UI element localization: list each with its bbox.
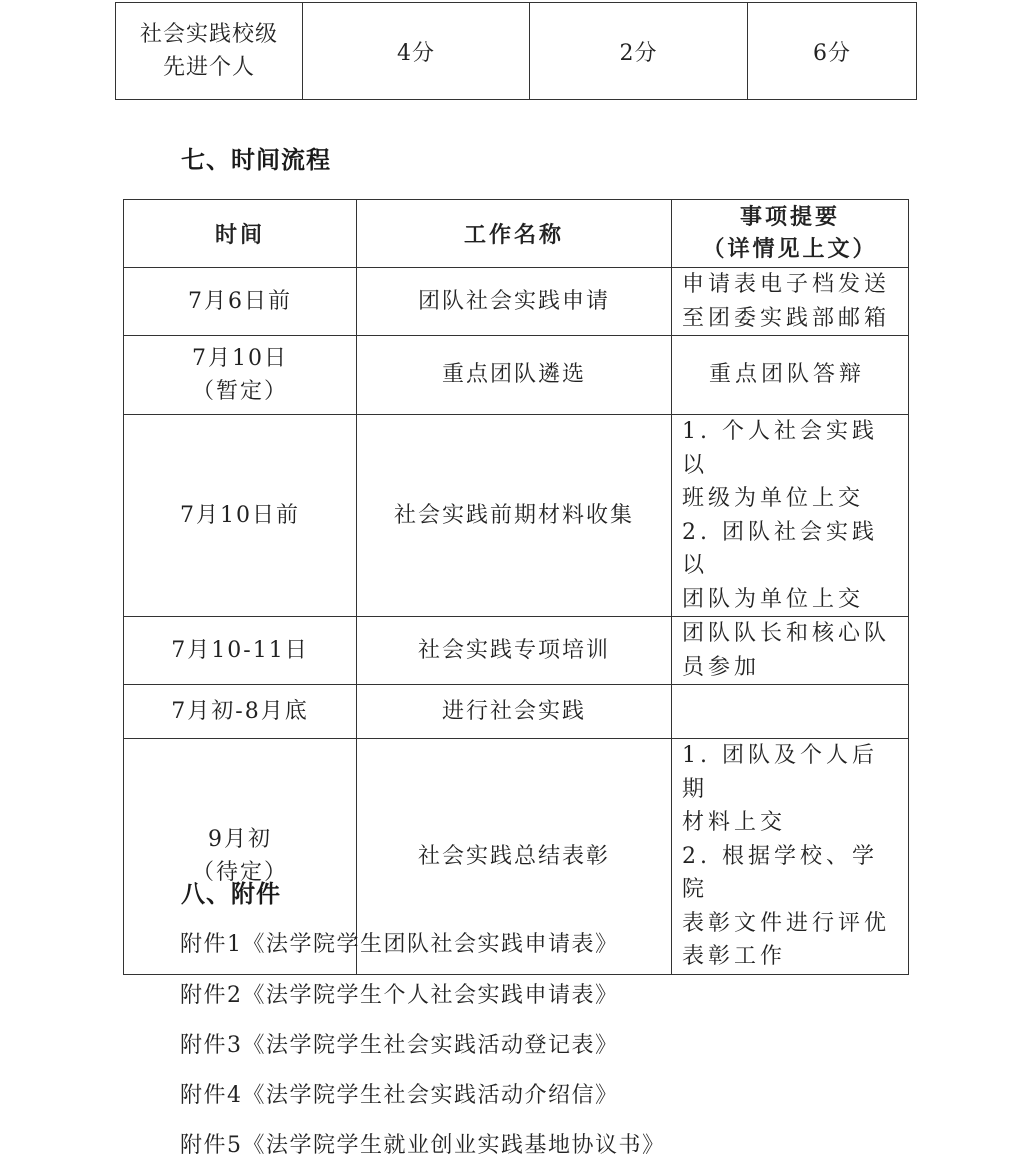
- work-cell: 重点团队遴选: [357, 336, 672, 415]
- work-cell: 社会实践总结表彰: [357, 739, 672, 975]
- header-notes-line: 事项提要: [739, 204, 840, 230]
- time-line: 7月初-8月底: [171, 698, 309, 724]
- note-line: 表彰文件进行评优: [682, 910, 891, 936]
- header-work: 工作名称: [357, 200, 672, 268]
- note-cell: [672, 617, 909, 685]
- timeline-table: [123, 199, 909, 975]
- time-cell: [124, 336, 357, 415]
- time-cell: [124, 685, 357, 739]
- time-line: 7月6日前: [188, 288, 292, 314]
- score-cell: 4分: [303, 3, 530, 100]
- score-cell: 6分: [748, 3, 917, 100]
- table-row: [124, 415, 909, 617]
- award-label-cell: [116, 3, 303, 100]
- note-cell: [672, 415, 909, 617]
- note-line: 团队为单位上交: [682, 586, 865, 612]
- award-label-line: 社会实践校级: [139, 22, 278, 47]
- note-line: 2. 根据学校、学院: [682, 843, 878, 902]
- award-label-line: 先进个人: [162, 55, 255, 80]
- note-line: 班级为单位上交: [682, 486, 865, 511]
- time-line: 7月10-11日: [171, 637, 309, 663]
- section-heading-attachments: 八、附件: [181, 880, 281, 908]
- note-line: 申请表电子档发送: [682, 272, 891, 297]
- note-cell: [672, 739, 909, 975]
- table-row: [116, 3, 917, 100]
- note-cell: [672, 268, 909, 336]
- attachment-item: 附件4《法学院学生社会实践活动介绍信》: [180, 1083, 619, 1108]
- work-cell: 团队社会实践申请: [357, 268, 672, 336]
- time-cell: [124, 268, 357, 336]
- table-header-row: [124, 200, 909, 268]
- note-line: 1. 团队及个人后期: [682, 743, 878, 802]
- attachment-item: 附件5《法学院学生就业创业实践基地协议书》: [180, 1133, 666, 1158]
- time-cell: [124, 415, 357, 617]
- table-row: [124, 685, 909, 739]
- note-line: 员参加: [682, 654, 761, 680]
- note-line: 材料上交: [682, 810, 787, 835]
- note-line: 团队队长和核心队: [682, 621, 891, 646]
- header-time: 时间: [124, 200, 357, 268]
- note-cell: [672, 685, 909, 739]
- note-line: 至团委实践部邮箱: [682, 305, 891, 331]
- attachment-item: 附件3《法学院学生社会实践活动登记表》: [180, 1033, 619, 1058]
- note-line: 2. 团队社会实践以: [682, 519, 878, 578]
- attachment-item: 附件1《法学院学生团队社会实践申请表》: [180, 932, 619, 957]
- table-row: [124, 336, 909, 415]
- score-table: [115, 2, 917, 100]
- time-cell: [124, 617, 357, 685]
- work-cell: 社会实践前期材料收集: [357, 415, 672, 617]
- table-row: [124, 268, 909, 336]
- note-line: 重点团队答辩: [708, 362, 865, 388]
- time-line: 7月10日前: [180, 502, 300, 528]
- section-heading-timeline: 七、时间流程: [181, 146, 331, 174]
- note-line: 表彰工作: [682, 944, 787, 969]
- note-line: 1. 个人社会实践以: [682, 419, 878, 478]
- work-cell: 社会实践专项培训: [357, 617, 672, 685]
- time-line: 9月初: [208, 826, 272, 852]
- attachment-item: 附件2《法学院学生个人社会实践申请表》: [180, 983, 619, 1008]
- header-notes-line: （详情见上文）: [702, 236, 878, 262]
- table-row: [124, 617, 909, 685]
- time-line: （暂定）: [191, 379, 288, 404]
- note-cell: [672, 336, 909, 415]
- time-line: （待定）: [191, 860, 288, 886]
- work-cell: 进行社会实践: [357, 685, 672, 739]
- time-line: 7月10日: [192, 345, 288, 371]
- header-notes: [672, 200, 909, 268]
- score-cell: 2分: [530, 3, 748, 100]
